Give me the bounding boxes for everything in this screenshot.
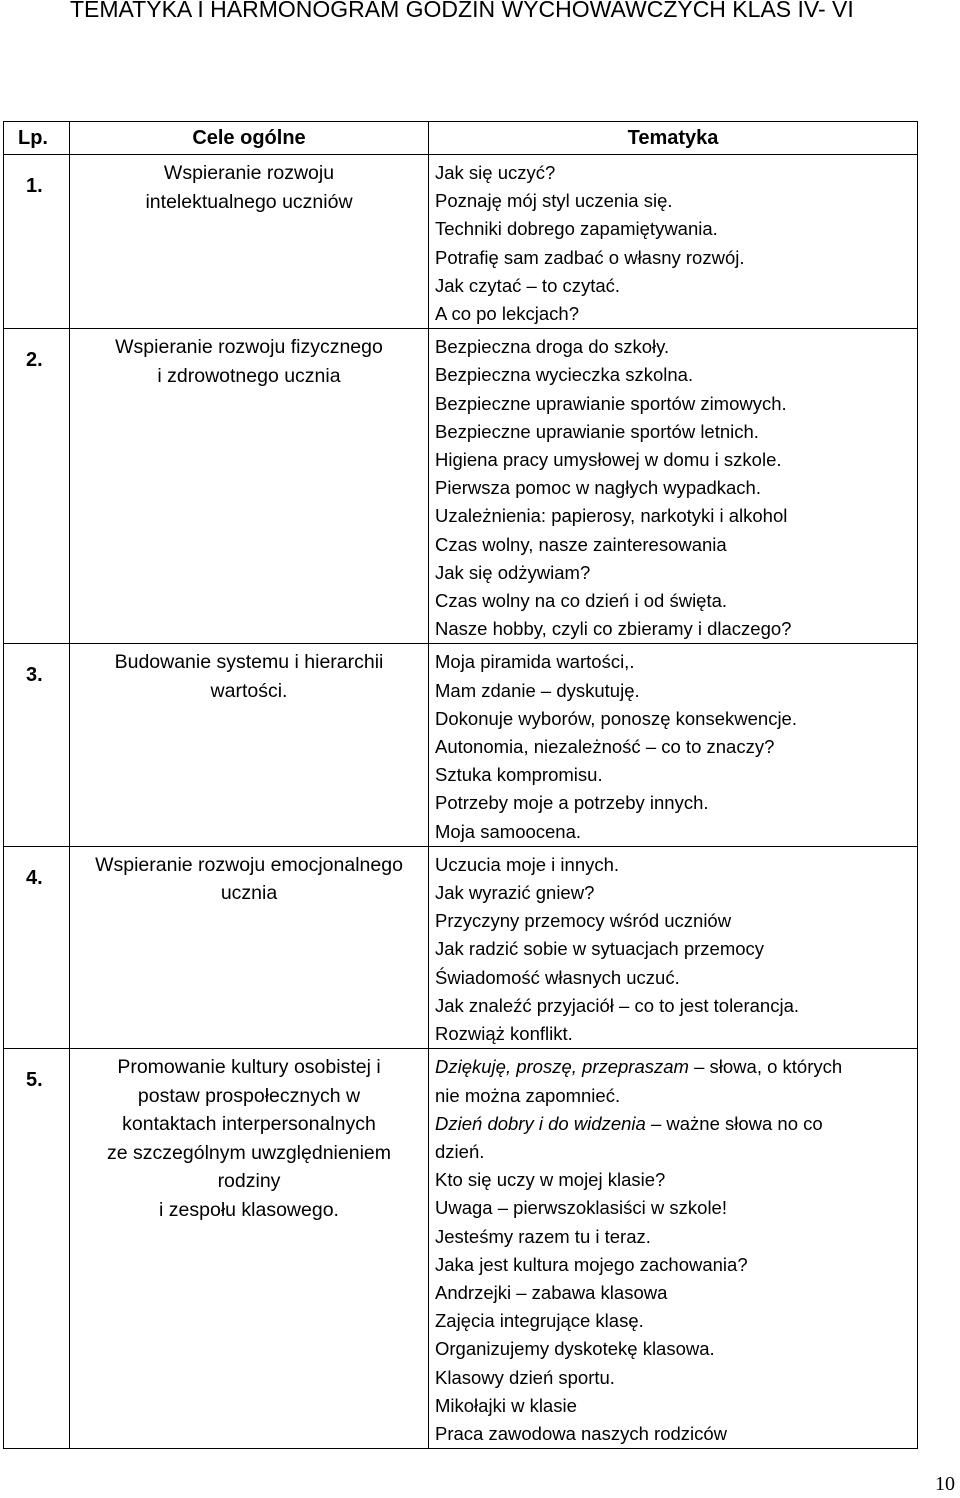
topic-text: Zajęcia integrujące klasę.: [435, 1310, 644, 1332]
topic-item: [435, 1166, 917, 1194]
topic-item: Bezpieczna droga do szkoły.: [435, 336, 670, 358]
topic-item: [435, 1223, 917, 1251]
topic-text: dzień.: [435, 1140, 485, 1162]
topic-text: Jaka jest kultura mojego zachowania?: [435, 1253, 748, 1275]
topic-text: Organizujemy dyskotekę klasowa.: [435, 1338, 715, 1360]
topic-text: Mikołajki w klasie: [435, 1394, 577, 1416]
topic-emphasis: Dzień dobry i do widzenia: [435, 1112, 646, 1134]
topic-text: – ważne słowa no co: [645, 1112, 823, 1134]
document-title: TEMATYKA I HARMONOGRAM GODZIN WYCHOWAWCZYCH KLAS IV- VI: [70, 0, 854, 22]
row-number: 4.: [4, 846, 70, 1048]
topic-item: Jak się uczyć?: [435, 162, 556, 183]
topic-item: [435, 1420, 917, 1448]
topic-item: Bezpieczne uprawianie sportów letnich.: [435, 420, 759, 442]
goal-line: wartości.: [210, 679, 288, 702]
goal-cell: [70, 1049, 429, 1449]
table-row: [4, 644, 918, 846]
topic-item: Czas wolny, nasze zainteresowania: [435, 533, 727, 555]
goal-line: Wspieranie rozwoju fizycznego: [115, 336, 383, 359]
topic-item: Potrzeby moje a potrzeby innych.: [435, 792, 709, 814]
topic-text: Andrzejki – zabawa klasowa: [435, 1281, 668, 1303]
goal-line: ze szczególnym uwzględnieniem: [107, 1141, 391, 1164]
topic-item: [435, 1194, 917, 1222]
goal-line: i zdrowotnego ucznia: [157, 364, 341, 387]
topic-item: Autonomia, niezależność – co to znaczy?: [435, 736, 775, 758]
topic-item: Jak wyrazić gniew?: [435, 882, 595, 904]
topic-item: Mam zdanie – dyskutuję.: [435, 679, 640, 701]
goal-line: intelektualnego uczniów: [145, 190, 353, 213]
topic-item: [435, 1251, 917, 1279]
goal-line: postaw prospołecznych w: [137, 1084, 361, 1107]
goal-cell: [70, 846, 429, 1048]
table-body: [4, 155, 918, 1449]
topic-text: Uwaga – pierwszoklasiści w szkole!: [435, 1197, 727, 1219]
topic-item: [435, 1364, 917, 1392]
topic-item: Poznaję mój styl uczenia się.: [435, 190, 673, 212]
row-number: 2.: [4, 329, 70, 644]
topic-item: [435, 1307, 917, 1335]
topic-item: Bezpieczne uprawianie sportów zimowych.: [435, 392, 787, 414]
topic-item: Jak znaleźć przyjaciół – co to jest tolerancja.: [435, 994, 800, 1016]
goal-line: ucznia: [220, 882, 278, 905]
goal-line: i zespołu klasowego.: [159, 1198, 339, 1221]
header-goals: Cele ogólne: [70, 122, 429, 155]
topic-item: [435, 1392, 917, 1420]
page-number: 10: [935, 1473, 955, 1495]
topic-item: Dokonuje wyborów, ponoszę konsekwencje.: [435, 707, 797, 729]
topic-item: Uzależnienia: papierosy, narkotyki i alkohol: [435, 505, 788, 527]
goal-line: kontaktach interpersonalnych: [122, 1113, 376, 1136]
table-row: [4, 329, 918, 644]
goal-line: Wspieranie rozwoju emocjonalnego: [95, 853, 403, 876]
header-lp: Lp.: [4, 122, 70, 155]
topic-item: Świadomość własnych uczuć.: [435, 966, 680, 988]
row-number: 3.: [4, 644, 70, 846]
topics-cell: [429, 644, 918, 846]
goal-line: rodziny: [217, 1170, 281, 1193]
topic-text: Kto się uczy w mojej klasie?: [435, 1169, 666, 1191]
topics-cell: [429, 1049, 918, 1449]
topic-text: Jesteśmy razem tu i teraz.: [435, 1225, 651, 1247]
table-header-row: [4, 122, 918, 155]
topic-item: Sztuka kompromisu.: [435, 764, 603, 786]
schedule-table: [3, 121, 918, 1449]
row-number: 5.: [4, 1049, 70, 1449]
topic-emphasis: Dziękuję, proszę, przepraszam: [435, 1056, 689, 1078]
topic-item: Nasze hobby, czyli co zbieramy i dlaczego?: [435, 618, 792, 640]
topic-item: [435, 1138, 917, 1166]
topic-item: Czas wolny na co dzień i od święta.: [435, 590, 728, 612]
goal-line: Promowanie kultury osobistej i: [117, 1056, 381, 1079]
topic-text: Praca zawodowa naszych rodziców: [435, 1422, 728, 1444]
topic-item: [435, 1279, 917, 1307]
topic-item: Uczucia moje i innych.: [435, 853, 620, 875]
topics-cell: [429, 155, 918, 329]
topic-text: Klasowy dzień sportu.: [435, 1366, 615, 1388]
topic-item: Jak czytać – to czytać.: [435, 274, 621, 296]
topic-item: Jak radzić sobie w sytuacjach przemocy: [435, 938, 765, 960]
topic-item: Bezpieczna wycieczka szkolna.: [435, 364, 694, 386]
topic-text: nie można zapomnieć.: [435, 1084, 621, 1106]
goal-cell: [70, 644, 429, 846]
topic-item: Jak się odżywiam?: [435, 561, 591, 583]
topics-cell: [429, 329, 918, 644]
header-topics: Tematyka: [429, 122, 918, 155]
row-number: 1.: [4, 155, 70, 329]
goal-line: Budowanie systemu i hierarchii: [114, 651, 384, 674]
table-row: [4, 846, 918, 1048]
goal-cell: [70, 329, 429, 644]
topic-item: [435, 1110, 917, 1138]
topic-item: A co po lekcjach?: [435, 303, 579, 325]
topic-item: Higiena pracy umysłowej w domu i szkole.: [435, 449, 782, 471]
topic-item: [435, 1053, 917, 1081]
topic-item: [435, 1082, 917, 1110]
table-row: [4, 1049, 918, 1449]
topic-item: Moja piramida wartości,.: [435, 651, 635, 673]
topics-cell: [429, 846, 918, 1048]
table-row: [4, 155, 918, 329]
topic-item: Moja samoocena.: [435, 820, 582, 842]
goal-cell: [70, 155, 429, 329]
topic-item: Pierwsza pomoc w nagłych wypadkach.: [435, 477, 761, 499]
topic-item: Rozwiąż konflikt.: [435, 1023, 573, 1045]
topic-text: – słowa, o których: [688, 1056, 843, 1078]
topic-item: Potrafię sam zadbać o własny rozwój.: [435, 246, 745, 268]
topic-item: Przyczyny przemocy wśród uczniów: [435, 910, 732, 932]
goal-line: Wspieranie rozwoju: [163, 162, 335, 184]
topic-item: [435, 1335, 917, 1363]
topic-item: Techniki dobrego zapamiętywania.: [435, 218, 718, 240]
